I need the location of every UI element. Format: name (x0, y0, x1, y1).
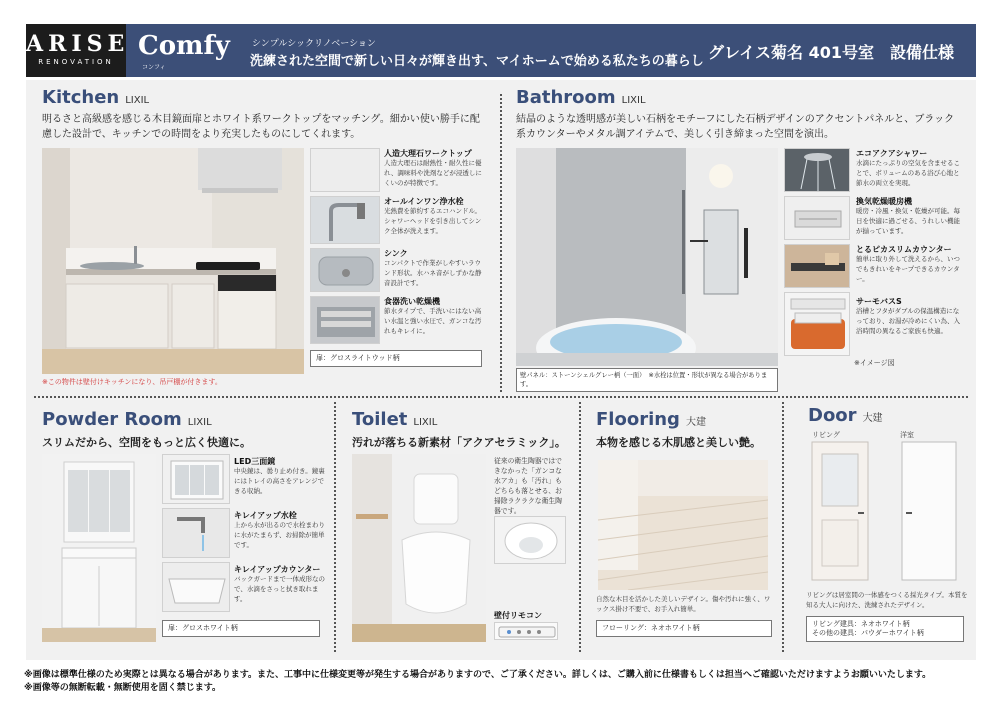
divider-vertical-toilet (579, 402, 581, 652)
bath-ventilation-thumb (784, 196, 850, 240)
footer-note-1: ※画像は標準仕様のため実際とは異なる場合があります。また、工事中に仕様変更等が発生する場合がありますので、ご了承ください。詳しくは、ご購入前に仕様書もしくは担当へご確認いただけますようお願いいたします。 (24, 670, 932, 680)
kitchen-feature-title-4: 食器洗い乾燥機 (384, 297, 440, 306)
powder-lead: スリムだから、空間をもっと広く快適に。 (42, 436, 251, 449)
bath-counter-thumb (784, 244, 850, 288)
flooring-label: フローリング：ネオホワイト柄 (596, 620, 772, 637)
powder-photo (42, 454, 156, 642)
powder-title (42, 410, 212, 433)
bath-feature-text-4: 浴槽とフタがダブルの保温構造になっており、お湯が冷めにくい為、入浴時間の異なるご家族も快適。 (856, 307, 960, 335)
bath-feature-text-3: 簡単に取り外して洗えるから、いつでもきれいをキープできるカウンター。 (856, 255, 960, 283)
toilet-maker: LIXIL (413, 417, 438, 428)
footer-notes (24, 669, 931, 695)
toilet-title (352, 410, 437, 433)
powder-feature-text-1: 中央鏡は、曇り止め付き。鏡裏にはトレイの高さをアレンジできる収納。 (234, 467, 325, 495)
flooring-maker: 大建 (685, 417, 706, 428)
toilet-bowl-thumb (494, 516, 566, 564)
door-western-photo (900, 440, 958, 582)
powder-feature-title-3: キレイアップカウンター (234, 565, 321, 574)
door-label-line2: その他の建具：パウダーホワイト柄 (812, 629, 924, 637)
kitchen-sink-thumb (310, 248, 380, 292)
kitchen-maker: LIXIL (125, 95, 150, 106)
arise-logo (26, 24, 130, 77)
powder-feature-title-2: キレイアップ水栓 (234, 511, 297, 520)
kitchen-feature-text-3: コンパクトで作業がしやすいラウンド形状。水ハネ音がしずかな静音設計です。 (384, 259, 482, 287)
powder-feature-title-1: LED三面鏡 (234, 457, 276, 466)
powder-title-text: Powder Room (42, 409, 182, 430)
kitchen-feature-text-2: 光熱費を節約するエコハンドル。シャワーヘッドを引き出してシンク全体が洗えます。 (384, 207, 482, 235)
door-western-label: 洋室 (900, 431, 914, 439)
kitchen-title (42, 88, 149, 111)
flooring-title-text: Flooring (596, 409, 680, 430)
divider-vertical-top (500, 94, 502, 392)
door-title-text: Door (808, 405, 857, 426)
door-label-line1: リビング建具：ネオホワイト柄 (812, 620, 910, 628)
bathroom-maker: LIXIL (621, 95, 646, 106)
powder-mirror-thumb (162, 454, 230, 504)
kitchen-feature-title-2: オールインワン浄水栓 (384, 197, 464, 206)
footer-note-2: ※画像等の無断転載・無断使用を固く禁じます。 (24, 683, 222, 693)
bathroom-title-text: Bathroom (516, 87, 616, 108)
toilet-remote-thumb (494, 622, 558, 640)
kitchen-faucet-thumb (310, 196, 380, 244)
bath-feature-title-4: サーモバスS (856, 297, 902, 306)
tagline: 洗練された空間で新しい日々が輝き出す、マイホームで始める私たちの暮らし (250, 54, 704, 69)
bath-panel-note: 壁パネル：ストーンシェルグレー柄（一面） ※水栓は位置・形状が異なる場合があります。 (516, 368, 778, 392)
powder-faucet-thumb (162, 508, 230, 558)
toilet-remote-label: 壁付リモコン (494, 611, 542, 620)
bathroom-description: 結晶のような透明感が美しい石柄をモチーフにした石柄デザインのアクセントパネルと、ブラック系カウンターやメタル調アイテムで、美しく引き締まった空間を演出。 (516, 114, 955, 140)
kitchen-worktop-thumb (310, 148, 380, 192)
door-maker: 大建 (862, 413, 883, 424)
brand-kana: コンフィ (142, 64, 166, 71)
toilet-photo (352, 454, 486, 642)
logo-sub-text: RENOVATION (38, 58, 114, 66)
bathroom-photo (516, 148, 778, 366)
toilet-title-text: Toilet (352, 409, 408, 430)
toilet-text: 従来の衛生陶器ではできなかった「ガンコな水アカ」も「汚れ」もどちらも落とせる、お掃除ラクラクな衛生陶器です。 (494, 457, 562, 515)
bathroom-title (516, 88, 646, 111)
bath-feature-title-1: エコアクアシャワー (856, 149, 928, 158)
powder-counter-thumb (162, 562, 230, 612)
kitchen-feature-title-3: シンク (384, 249, 408, 258)
logo-main-text: ARISE (26, 31, 130, 57)
bath-feature-title-2: 換気乾燥暖房機 (856, 197, 912, 206)
header-banner (26, 24, 976, 77)
flooring-text: 自然な木目を活かした美しいデザイン。傷や汚れに強く、ワックス掛け不要で、お手入れ簡単。 (596, 595, 771, 613)
divider-horizontal (34, 396, 968, 398)
toilet-lead: 汚れが落ちる新素材「アクアセラミック」。 (352, 436, 566, 449)
bath-tub-thumb (784, 292, 850, 356)
divider-vertical-flooring (782, 402, 784, 652)
page-title: グレイス菊名 401号室 設備仕様 (707, 43, 954, 62)
kitchen-door-label: 扉：グロスライトウッド柄 (310, 350, 482, 367)
door-living-photo (810, 440, 870, 582)
divider-vertical-powder (334, 402, 336, 652)
door-living-label: リビング (812, 431, 840, 439)
powder-door-label: 扉：グロスホワイト柄 (162, 620, 320, 637)
kitchen-feature-text-1: 人造大理石は耐熱性・耐久性に優れ、調味料や洗剤などが浸透しにくいのが特徴です。 (384, 159, 482, 187)
powder-maker: LIXIL (187, 417, 212, 428)
kitchen-feature-title-1: 人造大理石ワークトップ (384, 149, 472, 158)
bath-feature-title-3: とるピカスリムカウンター (856, 245, 952, 254)
door-title (808, 406, 883, 429)
door-text: リビングは居室間の一体感をつくる採光タイプ。本質を知る大人に向けた、洗練されたデザイン。 (806, 591, 968, 609)
bath-feature-text-1: 水滴にたっぷりの空気を含ませることで、ボリュームのある浴び心地と節水の両立を実現。 (856, 159, 960, 187)
content-area (26, 80, 976, 660)
bath-shower-thumb (784, 148, 850, 192)
powder-feature-text-2: 上から水が出るので水栓まわりに水がたまらず、お掃除が簡単です。 (234, 521, 325, 549)
bath-feature-text-2: 暖房・冷風・換気・乾燥が可能。毎日を快適に過ごせる、うれしい機能が揃っています。 (856, 207, 960, 235)
door-label (806, 616, 964, 642)
flooring-title (596, 410, 706, 433)
kitchen-dishwasher-thumb (310, 296, 380, 344)
kitchen-note: ※この物件は壁付けキッチンになり、吊戸棚が付きます。 (42, 378, 222, 386)
bath-image-note: ※イメージ図 (854, 359, 895, 367)
powder-feature-text-3: バックガードまで一体成形なので、水滴をさっと拭き取れます。 (234, 575, 325, 603)
kitchen-description: 明るさと高級感を感じる木目鏡面扉とホワイト系ワークトップをマッチング。細かい使い勝手に配慮した設計で、キッチンでの時間をより充実したものにしてくれます。 (42, 114, 480, 140)
kitchen-feature-text-4: 節水タイプで、手洗いにはない高い水温と強い水圧で、ガンコな汚れもキレイに。 (384, 307, 482, 335)
flooring-photo (598, 460, 768, 590)
flooring-lead: 本物を感じる木肌感と美しい艶。 (596, 436, 761, 449)
kitchen-photo (42, 148, 304, 374)
brand-name: Comfy (138, 31, 230, 61)
tagline-small: シンプルシックリノベーション (252, 39, 376, 49)
kitchen-title-text: Kitchen (42, 87, 120, 108)
